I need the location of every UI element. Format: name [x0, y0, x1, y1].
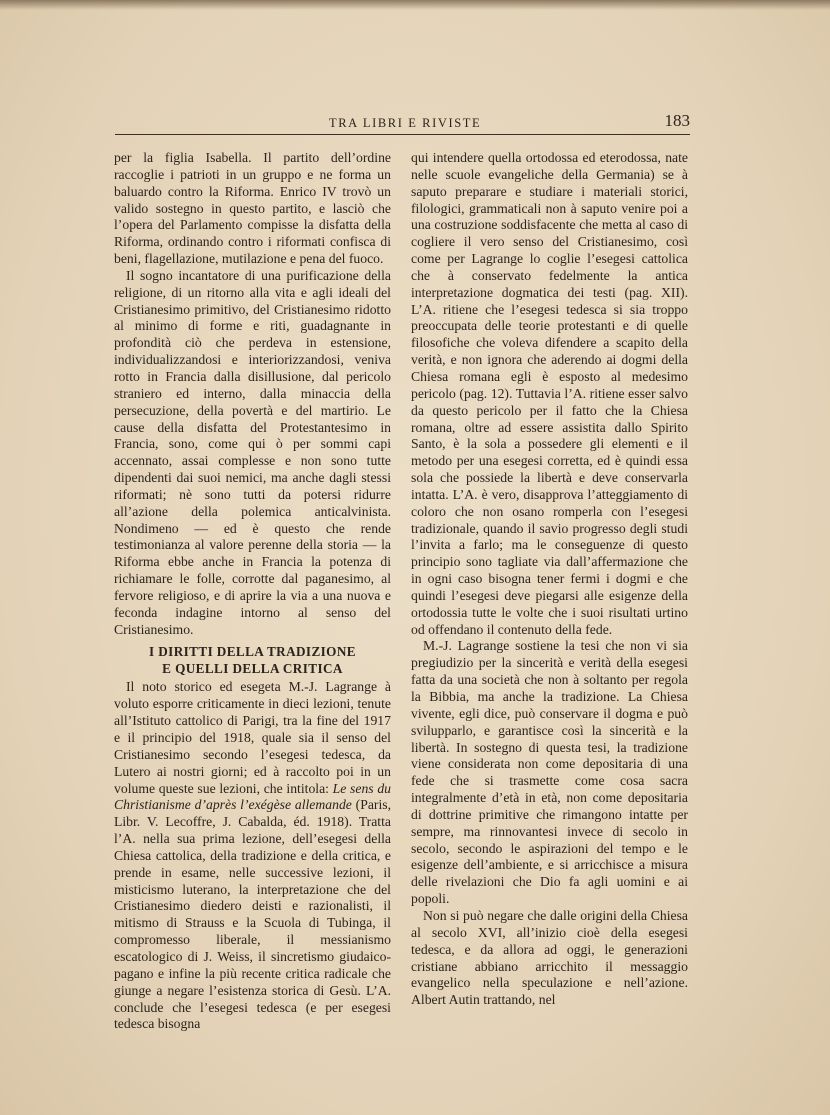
paragraph	[411, 908, 688, 1009]
left-column	[114, 150, 391, 1033]
section-heading	[114, 644, 391, 677]
roman-numeral: XII	[661, 284, 681, 300]
paragraph: per la figlia Isabella. Il partito dell’ordine raccoglie i patrioti in un gruppo e ne forma un baluardo contro la Riforma. Enrico IV trovò un valido sostegno in questo partito, e lasciò che l’opera del Parlamento compisse la disfatta della Riforma, ordinando contro i riformati confisca di beni, flagellazione, mutilazione e pena del fuoco.	[114, 150, 391, 267]
text-run: ). L’A. ritiene che l’esegesi tedesca si sia troppo preoccupata delle teorie protestanti e di quelle filosofiche che voleva difendere a scapito della verità, e non ignora che aderendo ai dogmi della Chiesa romana egli è esposto al medesimo pericolo (pag. 12). Tuttavia l’A. ritiene esser salvo da questo pericolo per il fatto che la Chiesa romana, oltre ad essere assistita dallo Spirito Santo, è la sola a possedere gli elementi e il metodo per una esegesi corretta, ed è quindi essa sola che possiede la libertà e deve conservarla intatta. L’A. è vero, disapprova l’atteggiamento di coloro che non osano romperla con l’esegesi tradizionale, quando il savio progresso degli studi l’invita a farlo; ma le conseguenze di questo principio sono tagliate via dall’affermazione che in ogni caso bisogna tener fermi i dogmi e che quindi l’esegesi deve piegarsi alle esigenze della ortodossia tutte le volte che i suoi risultati urtino od offendano il contenuto della fede.	[411, 284, 688, 637]
text-run: , all’inizio cioè della esegesi tedesca, e da allora ad oggi, le generazioni cristiane abbiano arricchito il messaggio evangelico nella speculazione e nell’azione. Albert Autin trattando, nel	[411, 924, 688, 1008]
book-title: Le sens du Christianisme d’après l’exégèse allemande	[114, 780, 392, 813]
header-rule	[115, 134, 690, 135]
text-run: qui intendere quella ortodossa ed eterodossa, nate nelle scuole evangeliche della Germania) se à saputo preparare e studiare i materiali storici, filologici, grammaticali non à saputo venire poi a una costruzione soddisfacente che metta al caso di cogliere il vero senso del Cristianesimo, così come per Lagrange lo coglie l’esegesi cattolica che à conservato fedelmente la antica interpretazione dogmatica dei testi (pag.	[411, 150, 688, 300]
roman-numeral: XVI	[477, 924, 503, 940]
text-run: Il noto storico ed esegeta M.-J. Lagrange à voluto esporre criticamente in dieci lezioni, tenute all’Istituto cattolico di Parigi, tra la fine del 1917 e il principio del 1918, quale sia il senso del Cristianesimo secondo l’esegesi tedesca, da Lutero ai nostri giorni; ed à raccolto poi in un volume queste sue lezioni, che intitola:	[114, 679, 391, 796]
running-title: TRA LIBRI E RIVISTE	[329, 116, 482, 130]
page-top-edge	[0, 0, 830, 10]
running-header	[115, 110, 690, 136]
text-run: Non si può negare che dalle origini della Chiesa al secolo	[411, 907, 688, 940]
heading-line: E QUELLI DELLA CRITICA	[162, 660, 343, 676]
heading-line: I DIRITTI DELLA TRADIZIONE	[149, 644, 356, 660]
paragraph	[114, 679, 391, 1033]
paragraph: M.-J. Lagrange sostiene la tesi che non vi sia pregiudizio per la sincerità e verità della esegesi fatta da una società che non à soltanto per regola la Bibbia, ma anche la tradizione. La Chiesa vivente, egli dice, può conservare il dogma e può svilupparlo, e garantisce così la sincerità e la libertà. In sostegno di questa tesi, la tradizione viene considerata non come depositaria di una fede che si trasmette come cosa sacra integralmente d’età in età, non come depositaria di dottrine primitive che rimangono intatte per sempre, ma rinnovantesi invece di secolo in secolo, secondo le aspirazioni del tempo e le esigenze dell’ambiente, e si arricchisce a misura delle rivelazioni che Dio fa agli uomini e ai popoli.	[411, 638, 688, 907]
page-number: 183	[664, 111, 690, 130]
paragraph: Il sogno incantatore di una purificazione della religione, di un ritorno alla vita e agli ideali del Cristianesimo primitivo, del Cristianesimo ridotto al minimo di forme e riti, guadagnante in profondità ciò che perdeva in estensione, individualizzandosi e interiorizzandosi, veniva rotto in Francia dalla disillusione, dal pericolo straniero ed interno, dalla minaccia della persecuzione, della povertà e del martirio. Le cause della disfatta del Protestantesimo in Francia, sono, come qui ò per sommi capi accennato, assai complesse e non sono tutte dipendenti dai suoi nemici, ma anche dagli stessi riformati; nè sono tutti da potersi ridurre all’azione della polemica anticalvinista. Nondimeno — ed è questo che rende testimonianza al valore perenne della storia — la Riforma ebbe anche in Francia la potenza di richiamare le folle, corrotte dal paganesimo, al fervore religioso, e di aprire la via a una nuova e feconda indagine intorno al senso del Cristianesimo.	[114, 267, 391, 637]
right-column	[411, 150, 688, 1009]
paragraph	[411, 150, 688, 638]
text-run: (Paris, Libr. V. Lecoffre, J. Cabalda, éd. 1918). Tratta l’A. nella sua prima lezione, dell’esegesi della Chiesa cattolica, della tradizione e della critica, e prende in esame, nelle successive lezioni, il misticismo luterano, la interpretazione che del Cristianesimo diedero deisti e razionalisti, il mitismo di Strauss e la Scuola di Tubinga, il compromesso liberale, il messianismo escatologico di J. Weiss, il sincretismo giudaico-pagano e infine la più recente critica radicale che giunge a negare l’esistenza storica di Gesù. L’A. conclude che l’esegesi tedesca (e per esegesi tedesca bisogna	[114, 797, 391, 1032]
